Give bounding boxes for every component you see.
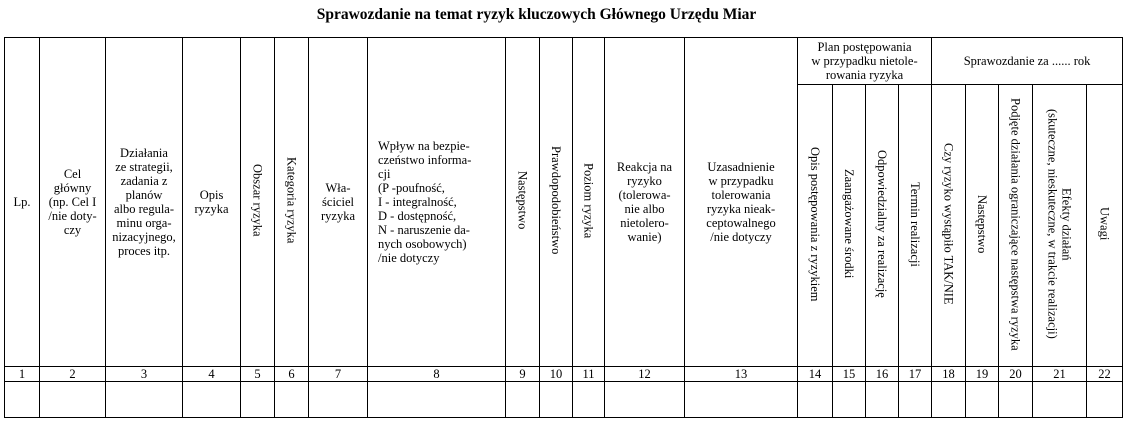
column-number: 16 (866, 366, 899, 381)
header-security-impact-label: Wpływ na bezpie- czeństwo informa- cji (P -poufność, I - integralność, D - dostępność, N - naruszenie da- nych osobowych) /nie dotyczy (378, 138, 472, 265)
header-risk-category (275, 38, 309, 367)
data-cell[interactable] (40, 381, 106, 417)
column-number: 14 (798, 366, 833, 381)
header-actions-taken (999, 85, 1033, 367)
data-cell[interactable] (899, 381, 932, 417)
data-cell[interactable] (798, 381, 833, 417)
header-resources (833, 85, 866, 367)
header-consequence (506, 38, 540, 367)
header-risk-owner (309, 38, 368, 367)
column-number: 12 (605, 366, 685, 381)
data-cell[interactable] (368, 381, 506, 417)
header-actions-label: Działania ze strategii, zadania z planów albo regula- minu orga- nizacyjnego, proces itp. (112, 145, 176, 258)
header-goal (40, 38, 106, 367)
column-number: 2 (40, 366, 106, 381)
header-consequence-label: Następstwo (515, 171, 530, 230)
header-group-report-label: Sprawozdanie za ...... rok (963, 54, 1091, 69)
header-report-consequence-label: Następstwo (975, 194, 990, 254)
header-risk-description (183, 38, 241, 367)
header-risk-description-label: Opis ryzyka (194, 187, 229, 216)
header-goal-label: Cel główny (np. Cel I /nie doty- czy (48, 166, 97, 237)
header-risk-response-label: Reakcja na ryzyko (tolerowa- nie albo nietolero- wanie) (616, 159, 673, 244)
header-group-report (932, 38, 1123, 85)
header-responsible-label: Odpowiedzialny za realizację (875, 150, 889, 298)
data-cell[interactable] (275, 381, 309, 417)
page-title: Sprawozdanie na temat ryzyk kluczowych Głównego Urzędu Miar (316, 6, 757, 23)
header-probability-label: Prawdopodobieństwo (549, 146, 563, 255)
column-number: 10 (540, 366, 573, 381)
header-risk-category-label: Kategoria ryzyka (284, 157, 299, 244)
data-cell[interactable] (5, 381, 40, 417)
number-row (5, 366, 1123, 381)
column-number: 18 (932, 366, 966, 381)
header-lp (5, 38, 40, 367)
data-cell[interactable] (866, 381, 899, 417)
header-risk-response (605, 38, 685, 367)
header-occurred-label: Czy ryzyko wystąpiło TAK/NIE (941, 143, 956, 305)
header-security-impact (368, 38, 506, 367)
column-number: 3 (106, 366, 183, 381)
column-number: 4 (183, 366, 241, 381)
data-cell[interactable] (506, 381, 540, 417)
column-number: 5 (241, 366, 275, 381)
header-actions (106, 38, 183, 367)
data-cell[interactable] (309, 381, 368, 417)
data-cell[interactable] (833, 381, 866, 417)
header-lp-label: Lp. (13, 194, 31, 209)
header-remarks-label: Uwagi (1097, 207, 1112, 241)
column-number: 9 (506, 366, 540, 381)
header-risk-area (241, 38, 275, 367)
header-effects (1033, 85, 1087, 367)
data-cell[interactable] (1087, 381, 1123, 417)
column-number: 11 (573, 366, 605, 381)
header-remarks (1087, 85, 1123, 367)
header-plan-description (798, 85, 833, 367)
header-row-top (5, 38, 1123, 85)
header-probability (540, 38, 573, 367)
header-report-consequence (966, 85, 999, 367)
risk-report-table (4, 37, 1123, 418)
header-responsible (866, 85, 899, 367)
data-cell[interactable] (605, 381, 685, 417)
column-number: 17 (899, 366, 932, 381)
data-cell[interactable] (183, 381, 241, 417)
column-number: 15 (833, 366, 866, 381)
header-plan-description-label: Opis postępowania z ryzykiem (808, 146, 822, 302)
header-resources-label: Zaangażowane środki (842, 169, 856, 279)
data-cell[interactable] (540, 381, 573, 417)
header-justification-label: Uzasadnienie w przypadku tolerowania ryzyka nieak- ceptowalnego /nie dotyczy (706, 159, 776, 244)
column-number: 1 (5, 366, 40, 381)
data-cell[interactable] (685, 381, 798, 417)
header-occurred (932, 85, 966, 367)
header-risk-level-label: Poziom ryzyka (581, 162, 596, 239)
column-number: 6 (275, 366, 309, 381)
header-effects-label: Efekty działań (skuteczne, nieskuteczne, w trakcie realizacji) (1045, 109, 1074, 339)
column-number: 8 (368, 366, 506, 381)
header-risk-area-label: Obszar ryzyka (250, 164, 265, 237)
header-justification (685, 38, 798, 367)
header-risk-level (573, 38, 605, 367)
column-number: 21 (1033, 366, 1087, 381)
column-number: 19 (966, 366, 999, 381)
data-cell[interactable] (1033, 381, 1087, 417)
header-deadline (899, 85, 932, 367)
column-number: 20 (999, 366, 1033, 381)
data-cell[interactable] (573, 381, 605, 417)
column-number: 13 (685, 366, 798, 381)
header-group-plan-label: Plan postępowania w przypadku nietole- rowania ryzyka (811, 40, 918, 83)
header-risk-owner-label: Wła- ściciel ryzyka (320, 180, 355, 223)
data-cell[interactable] (932, 381, 966, 417)
data-cell[interactable] (241, 381, 275, 417)
data-cell[interactable] (106, 381, 183, 417)
data-cell[interactable] (999, 381, 1033, 417)
data-cell[interactable] (966, 381, 999, 417)
empty-data-row (5, 381, 1123, 417)
header-group-plan (798, 38, 932, 85)
column-number: 7 (309, 366, 368, 381)
column-number: 22 (1087, 366, 1123, 381)
header-deadline-label: Termin realizacji (908, 181, 923, 267)
header-actions-taken-label: Podjęte działania ograniczające następstwa ryzyka (1008, 97, 1023, 351)
